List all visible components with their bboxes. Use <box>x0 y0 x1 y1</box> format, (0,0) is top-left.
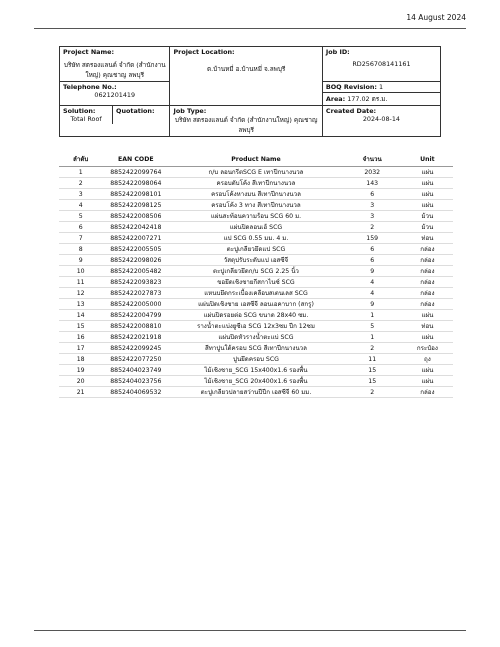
bottom-divider <box>34 630 466 631</box>
solution-cell <box>60 106 113 124</box>
table-row <box>59 299 453 310</box>
row-quantity: 15 <box>343 376 402 387</box>
row-index: 9 <box>59 255 102 266</box>
job-id-value: RD256708141161 <box>352 60 411 68</box>
row-quantity: 1 <box>343 332 402 343</box>
table-row <box>59 200 453 211</box>
row-unit: กระป๋อง <box>402 343 453 354</box>
items-body <box>59 167 453 398</box>
row-quantity: 5 <box>343 321 402 332</box>
row-unit: แผ่น <box>402 200 453 211</box>
row-product-name: ตะปูเกลียวยึดก/บ SCG 2.25 นิ้ว <box>169 266 342 277</box>
table-row <box>59 343 453 354</box>
job-type-cell <box>170 106 322 137</box>
row-quantity: 3 <box>343 200 402 211</box>
created-date-label: Created Date: <box>325 107 377 115</box>
row-product-name: แผ่นปิดเชิงชาย เอสซีจี ลอนเอคาบาก (สกรู) <box>169 299 342 310</box>
row-unit: ถุง <box>402 354 453 365</box>
row-quantity: 9 <box>343 266 402 277</box>
quotation-cell <box>113 106 170 124</box>
row-ean-code: 8852404023749 <box>102 365 169 376</box>
row-index: 3 <box>59 189 102 200</box>
row-ean-code: 8852422042418 <box>102 222 169 233</box>
table-row <box>59 189 453 200</box>
top-divider <box>34 28 466 29</box>
solution-value: Total Roof <box>70 115 102 123</box>
boq-revision-label: BOQ Revision: <box>325 83 377 91</box>
row-index: 12 <box>59 288 102 299</box>
row-product-name: ก/บ ลอนกรีตSCG E เทาปีกนางนวล <box>169 167 342 178</box>
row-quantity: 9 <box>343 299 402 310</box>
telephone-cell <box>60 82 170 106</box>
row-product-name: ไม้เชิงชาย_SCG 20x400x1.6 รองพื้น <box>169 376 342 387</box>
row-ean-code: 8852422008506 <box>102 211 169 222</box>
job-type-label: Job Type: <box>173 107 207 115</box>
row-product-name: แผ่นปิดหัวรางน้ำตะแบ่ SCG <box>169 332 342 343</box>
row-quantity: 11 <box>343 354 402 365</box>
project-location-value: ต.บ้านหมี่ อ.บ้านหมี่ จ.ลพบุรี <box>206 65 286 73</box>
row-index: 19 <box>59 365 102 376</box>
table-row <box>59 354 453 365</box>
job-id-cell <box>322 47 440 82</box>
table-row <box>59 321 453 332</box>
row-product-name: แป SCG 0.55 มม. 4 ม. <box>169 233 342 244</box>
row-ean-code: 8852422005482 <box>102 266 169 277</box>
created-date-value: 2024-08-14 <box>362 115 400 123</box>
table-row <box>59 288 453 299</box>
boq-revision-value: 1 <box>379 83 384 91</box>
row-product-name: แผ่นสะท้อนความร้อน SCG 60 ม. <box>169 211 342 222</box>
row-ean-code: 8852422027873 <box>102 288 169 299</box>
row-product-name: ตะปูเกลียวยึดแป SCG <box>169 244 342 255</box>
project-name-label: Project Name: <box>63 48 115 56</box>
row-quantity: 159 <box>343 233 402 244</box>
row-index: 1 <box>59 167 102 178</box>
project-info-table <box>59 46 441 137</box>
row-unit: แผ่น <box>402 376 453 387</box>
row-ean-code: 8852404023756 <box>102 376 169 387</box>
boq-items-table <box>59 152 453 398</box>
row-ean-code: 8852404069532 <box>102 387 169 398</box>
area-unit: ตร.ม. <box>371 95 388 103</box>
table-row <box>59 277 453 288</box>
project-location-cell <box>170 47 322 106</box>
row-unit: แผ่น <box>402 167 453 178</box>
telephone-value: 0621201419 <box>94 91 136 99</box>
row-unit: กล่อง <box>402 288 453 299</box>
table-row <box>59 255 453 266</box>
row-ean-code: 8852422098101 <box>102 189 169 200</box>
row-ean-code: 8852422004799 <box>102 310 169 321</box>
row-index: 2 <box>59 178 102 189</box>
area <box>323 93 440 105</box>
created-date-cell <box>322 106 440 137</box>
row-index: 18 <box>59 354 102 365</box>
row-ean-code: 8852422005000 <box>102 299 169 310</box>
row-quantity: 2 <box>343 222 402 233</box>
telephone-label: Telephone No.: <box>63 83 117 91</box>
row-unit: แผ่น <box>402 178 453 189</box>
row-unit: ม้วน <box>402 222 453 233</box>
row-unit: ท่อน <box>402 321 453 332</box>
row-index: 10 <box>59 266 102 277</box>
items-header-row <box>59 152 453 167</box>
solution-quotation-cell <box>60 106 170 137</box>
row-ean-code: 8852422098026 <box>102 255 169 266</box>
table-row <box>59 233 453 244</box>
row-index: 8 <box>59 244 102 255</box>
area-value: 177.02 <box>347 95 370 103</box>
row-product-name: ตะปูเกลียวปลายสว่านปีปีก เอสซีจี 60 มม. <box>169 387 342 398</box>
row-quantity: 6 <box>343 189 402 200</box>
table-row <box>59 244 453 255</box>
row-unit: กล่อง <box>402 387 453 398</box>
row-ean-code: 8852422008810 <box>102 321 169 332</box>
row-product-name: ขอยึดเชิงชายกีสกาไนซ์ SCG <box>169 277 342 288</box>
row-unit: แผ่น <box>402 310 453 321</box>
row-ean-code: 8852422021918 <box>102 332 169 343</box>
solution-quotation-split <box>60 106 169 124</box>
row-quantity: 15 <box>343 365 402 376</box>
row-quantity: 2032 <box>343 167 402 178</box>
row-index: 16 <box>59 332 102 343</box>
print-date: 14 August 2024 <box>406 13 466 22</box>
row-product-name: แผ่นปิดลอนเฮ้ SCG <box>169 222 342 233</box>
boq-revision <box>323 82 440 93</box>
row-ean-code: 8852422099245 <box>102 343 169 354</box>
row-quantity: 2 <box>343 387 402 398</box>
row-product-name: ปูนยึดครอบ SCG <box>169 354 342 365</box>
row-quantity: 1 <box>343 310 402 321</box>
row-ean-code: 8852422099764 <box>102 167 169 178</box>
row-index: 14 <box>59 310 102 321</box>
row-quantity: 6 <box>343 244 402 255</box>
boq-area-cell <box>322 82 440 106</box>
row-unit: แผ่น <box>402 365 453 376</box>
row-index: 17 <box>59 343 102 354</box>
project-location-label: Project Location: <box>173 48 235 56</box>
row-index: 5 <box>59 211 102 222</box>
row-ean-code: 8852422077250 <box>102 354 169 365</box>
row-quantity: 4 <box>343 288 402 299</box>
row-index: 21 <box>59 387 102 398</box>
row-product-name: ครอบตับโค้ง สีเทาปีกนางนวล <box>169 178 342 189</box>
row-index: 13 <box>59 299 102 310</box>
job-id-label: Job ID: <box>325 48 350 56</box>
row-index: 15 <box>59 321 102 332</box>
row-ean-code: 8852422005505 <box>102 244 169 255</box>
table-row <box>59 365 453 376</box>
table-row <box>59 222 453 233</box>
row-unit: กล่อง <box>402 277 453 288</box>
row-unit: แผ่น <box>402 332 453 343</box>
row-unit: กล่อง <box>402 244 453 255</box>
row-quantity: 4 <box>343 277 402 288</box>
project-name-cell <box>60 47 170 82</box>
row-unit: ม้วน <box>402 211 453 222</box>
row-quantity: 2 <box>343 343 402 354</box>
row-index: 4 <box>59 200 102 211</box>
row-product-name: แผ่นปิดรอยต่อ SCG ขนาด 28x40 ซม. <box>169 310 342 321</box>
row-unit: แผ่น <box>402 189 453 200</box>
row-product-name: สีทาปูนใต้ครอบ SCG สีเทาปีกนางนวล <box>169 343 342 354</box>
project-name-value: บริษัท สตรองแลนด์ จำกัด (สำนักงานใหญ่) คุณชาญ ลพบุรี <box>63 61 166 79</box>
row-index: 20 <box>59 376 102 387</box>
row-product-name: แหนบยึดกระเบื้องเคลือบสเตนเลส SCG <box>169 288 342 299</box>
row-ean-code: 8852422098125 <box>102 200 169 211</box>
row-quantity: 3 <box>343 211 402 222</box>
table-row <box>59 376 453 387</box>
row-unit: กล่อง <box>402 266 453 277</box>
row-quantity: 143 <box>343 178 402 189</box>
row-product-name: ครอบโค้งหางมน สีเทาปีกนางนวล <box>169 189 342 200</box>
row-index: 7 <box>59 233 102 244</box>
row-product-name: ครอบโค้ง 3 ทาง สีเทาปีกนางนวล <box>169 200 342 211</box>
table-row <box>59 178 453 189</box>
header-unit: Unit <box>402 152 453 167</box>
header-product-name: Product Name <box>169 152 342 167</box>
row-ean-code: 8852422007271 <box>102 233 169 244</box>
table-row <box>59 266 453 277</box>
row-index: 6 <box>59 222 102 233</box>
row-ean-code: 8852422093823 <box>102 277 169 288</box>
table-row <box>59 332 453 343</box>
row-ean-code: 8852422098064 <box>102 178 169 189</box>
row-quantity: 6 <box>343 255 402 266</box>
area-label: Area: <box>325 95 346 103</box>
row-product-name: รางน้ำตะแบ่งยูซีเอ SCG 12x3ซม ปีก 12ซม <box>169 321 342 332</box>
row-product-name: วัสดุปรับระดับแป เอสซีจี <box>169 255 342 266</box>
row-unit: กล่อง <box>402 255 453 266</box>
table-row <box>59 387 453 398</box>
table-row <box>59 211 453 222</box>
row-unit: ท่อน <box>402 233 453 244</box>
job-type-value: บริษัท สตรองแลนด์ จำกัด (สำนักงานใหญ่) คุณชาญ ลพบุรี <box>174 116 318 134</box>
header-quantity: จำนวน <box>343 152 402 167</box>
row-product-name: ไม้เชิงชาย_SCG 15x400x1.6 รองพื้น <box>169 365 342 376</box>
row-unit: กล่อง <box>402 299 453 310</box>
row-index: 11 <box>59 277 102 288</box>
table-row <box>59 310 453 321</box>
quotation-label: Quotation: <box>116 107 155 115</box>
solution-label: Solution: <box>63 107 96 115</box>
header-index: ลำดับ <box>59 152 102 167</box>
table-row <box>59 167 453 178</box>
header-ean-code: EAN CODE <box>102 152 169 167</box>
